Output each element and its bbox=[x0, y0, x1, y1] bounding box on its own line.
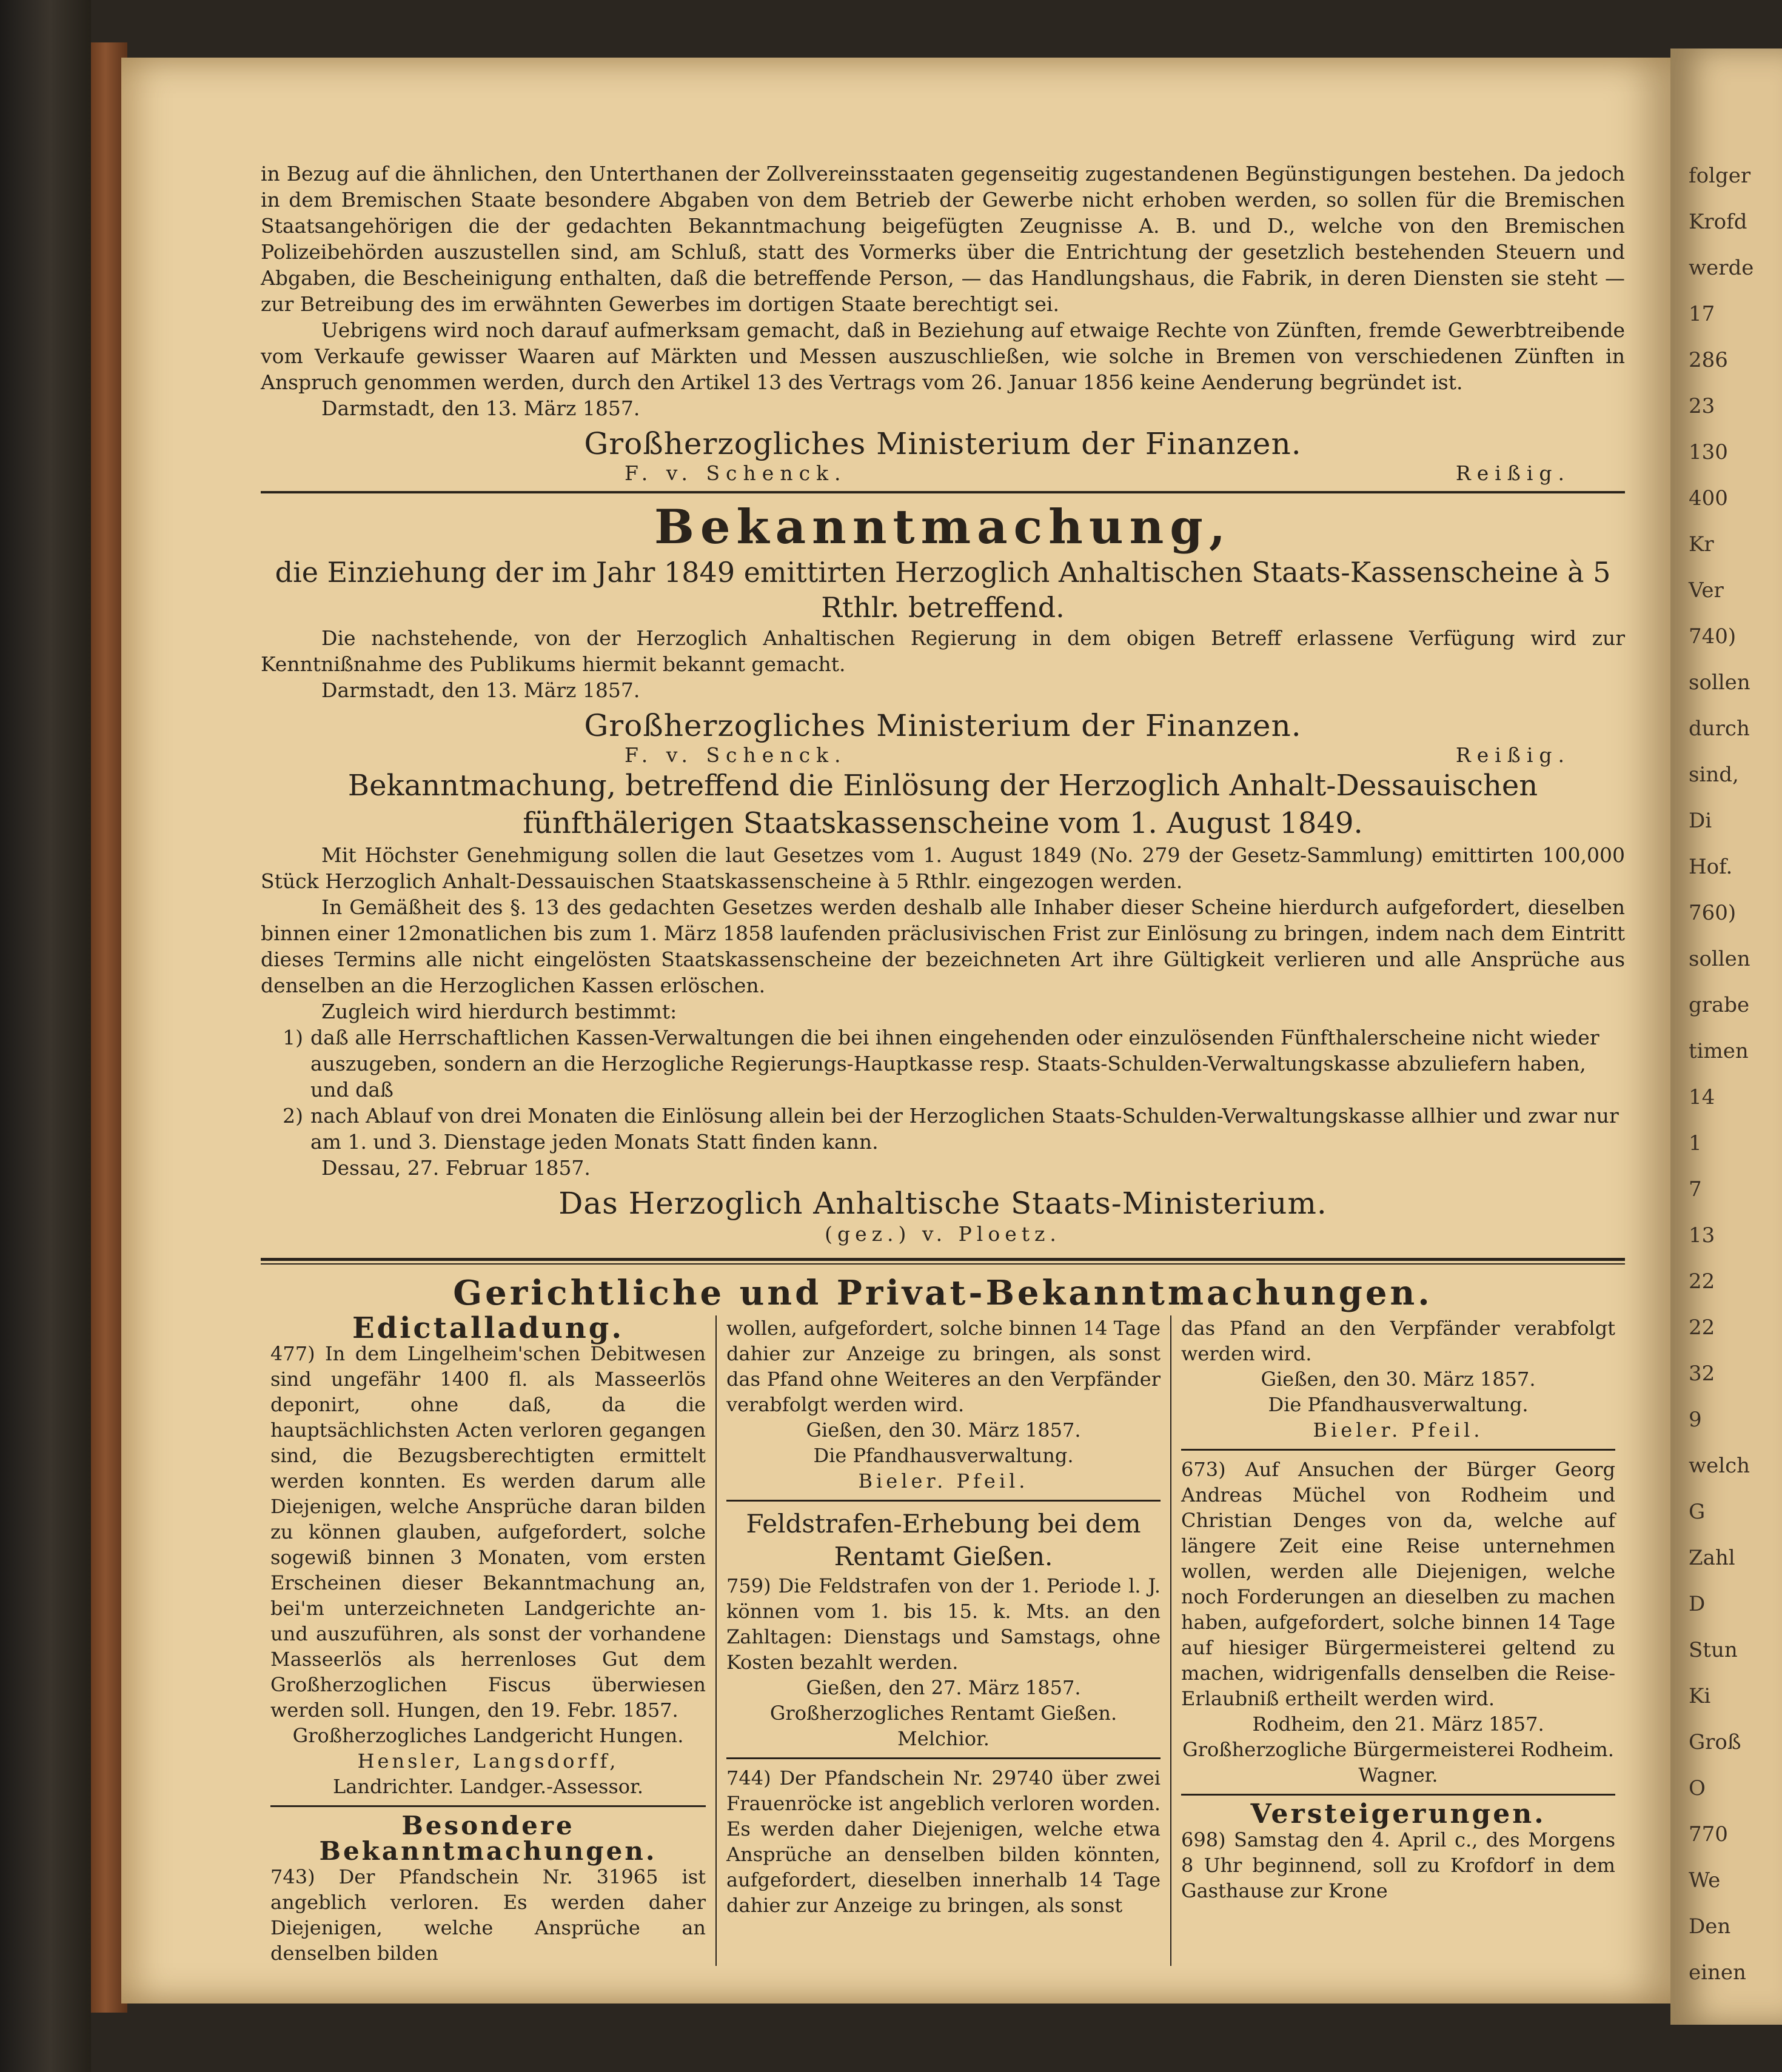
three-column-notices bbox=[261, 1311, 1625, 1966]
next-page-fragment: 286 bbox=[1689, 348, 1728, 372]
notice-text-2: 673) Auf Ansuchen der Bürger Georg Andreas Müchel von Rodheim und Christian Denges von da, welche auf längere Zeit eine Reise unternehmen wollen, werden alle Diejenigen, welche noch Forderungen an dieselben zu machen haben, aufgefordert, solche binnen 14 Tage auf hiesiger Bürgermeisterei geltend zu machen, widrigenfalls denselben die Reise-Erlaubniß ertheilt werden wird. bbox=[1181, 1458, 1615, 1710]
column-1 bbox=[261, 1311, 715, 1966]
notice-text: das Pfand an den Verpfänder verabfolgt werden wird. bbox=[1181, 1317, 1615, 1365]
column-title-3: Versteigerungen. bbox=[1250, 1799, 1546, 1830]
column-3 bbox=[1170, 1315, 1625, 1966]
next-page-fragment: 17 bbox=[1689, 302, 1715, 326]
notice-text: 477) In dem Lingelheim'schen Debitwesen sind ungefähr 1400 fl. als Masseerlös deponirt, ohne daß, da die hauptsächlichsten Acten verloren gegangen sind, die Bezugsberechtigten ermittelt werden konnten. Es werden darum alle Diejenigen, welche Ansprüche daran bilden zu können glauben, aufgefordert, solche sogewiß binnen 3 Monaten, vom ersten Erscheinen dieser Bekanntmachung an, bei'm unterzeichneten Landgerichte an- und auszuführen, als sonst der vorhandene Masseerlös als herrenloses Gut dem Großherzoglichen Fiscus überwiesen werden soll. Hungen, den 19. Febr. 1857. bbox=[270, 1342, 706, 1722]
column-divider-2 bbox=[1181, 1794, 1615, 1796]
list-item-2 bbox=[261, 1103, 1625, 1155]
next-page-fragment: 23 bbox=[1689, 394, 1715, 418]
notice-org: Die Pfandhausverwaltung. bbox=[1268, 1393, 1529, 1416]
signature-left-2: F. v. Schenck. bbox=[625, 743, 847, 767]
announcement-title: Bekanntmachung, bbox=[654, 500, 1231, 555]
announcement2-p1: Mit Höchster Genehmigung sollen die laut Gesetzes vom 1. August 1849 (No. 279 der Gesetz-Sammlung) emittirten 100,000 Stück Herzoglich Anhalt-Dessauischen Staatskassenscheine à 5 Rthlr. eingezogen werden. bbox=[261, 843, 1625, 893]
announcement-subtitle: die Einziehung der im Jahr 1849 emittirten Herzoglich Anhaltischen Staats-Kassenscheine à 5 Rthlr. betreffend. bbox=[275, 556, 1611, 624]
next-page-fragment: 32 bbox=[1689, 1362, 1715, 1386]
notice-text-2: 743) Der Pfandschein Nr. 31965 ist angeblich verloren. Es werden daher Diejenigen, welche Ansprüche an denselben bilden bbox=[270, 1865, 706, 1965]
next-page-fragment: einen bbox=[1689, 1960, 1746, 1985]
signature-left: F. v. Schenck. bbox=[625, 461, 847, 485]
book-binding bbox=[0, 0, 91, 2072]
next-page-fragment: 740) bbox=[1689, 624, 1737, 649]
column-divider bbox=[270, 1805, 706, 1807]
next-page-fragment: 7 bbox=[1689, 1177, 1702, 1201]
next-page-fragment: sollen bbox=[1689, 947, 1750, 971]
next-page-fragment: 22 bbox=[1689, 1269, 1715, 1294]
announcement2-date: Dessau, 27. Februar 1857. bbox=[321, 1156, 591, 1180]
next-page-fragment: 770 bbox=[1689, 1822, 1728, 1846]
next-page-fragment: folger bbox=[1689, 164, 1751, 188]
next-page-fragment: 22 bbox=[1689, 1315, 1715, 1340]
page-content bbox=[261, 161, 1625, 1966]
next-page-fragment: grabe bbox=[1689, 993, 1750, 1017]
next-page-fragment: 130 bbox=[1689, 440, 1728, 464]
notice-court: Großherzogliches Landgericht Hungen. bbox=[292, 1724, 684, 1747]
column-divider-2 bbox=[726, 1757, 1161, 1759]
notice-text-3: 698) Samstag den 4. April c., des Morgens 8 Uhr beginnend, soll zu Krofdorf in dem Gasthause zur Krone bbox=[1181, 1828, 1615, 1902]
announcement2-sign: (gez.) v. Ploetz. bbox=[825, 1222, 1061, 1246]
next-page-fragment: sollen bbox=[1689, 670, 1750, 695]
notice-sign-roles: Landrichter. Landger.-Assessor. bbox=[333, 1775, 643, 1798]
notice-text: wollen, aufgefordert, solche binnen 14 Tage dahier zur Anzeige zu bringen, als sonst das Pfand ohne Weiteres an den Verpfänder verabfolgt werden wird. bbox=[726, 1317, 1161, 1416]
list-text: daß alle Herrschaftlichen Kassen-Verwaltungen die bei ihnen eingehenden oder einzulösenden Fünfthalerscheine nicht wieder auszugeben, sondern an die Herzogliche Regierungs-Hauptkasse resp. Staats-Schulden-Verwaltungskasse abzuliefern haben, und daß bbox=[310, 1026, 1599, 1101]
section-divider bbox=[261, 1258, 1625, 1265]
column-title-2: Besondere Bekanntmachungen. bbox=[319, 1811, 657, 1866]
next-page-fragment: Hof. bbox=[1689, 855, 1733, 879]
next-page-fragment: Ki bbox=[1689, 1684, 1711, 1708]
signature-row-2 bbox=[625, 743, 1570, 767]
notice-date: Gießen, den 30. März 1857. bbox=[806, 1419, 1081, 1442]
signature-right-2: Reißig. bbox=[1455, 743, 1570, 767]
divider bbox=[261, 491, 1625, 493]
signature-row bbox=[625, 461, 1570, 485]
notice-sign: Bieler. Pfeil. bbox=[1313, 1419, 1484, 1442]
list-item-1 bbox=[261, 1024, 1625, 1103]
next-page-fragment: O bbox=[1689, 1776, 1706, 1800]
column-divider bbox=[726, 1500, 1161, 1502]
next-page-fragment: werde bbox=[1689, 256, 1754, 280]
next-page-fragment: G bbox=[1689, 1500, 1706, 1524]
next-page-fragment: timen bbox=[1689, 1039, 1749, 1063]
ministry-title-3: Das Herzoglich Anhaltische Staats-Ministerium. bbox=[558, 1186, 1327, 1221]
signature-right: Reißig. bbox=[1455, 461, 1570, 485]
list-number: 2) bbox=[283, 1104, 303, 1128]
next-page-fragment: durch bbox=[1689, 717, 1750, 741]
next-page-fragment: Krofd bbox=[1689, 210, 1747, 234]
notice-text-2: 759) Die Feldstrafen von der 1. Periode l. J. können vom 1. bis 15. k. Mts. an den Zahltagen: Dienstags und Samstags, ohne Kosten bezahlt werden. bbox=[726, 1574, 1161, 1674]
announcement2-title: Bekanntmachung, betreffend die Einlösung der Herzoglich Anhalt-Dessauischen fünfthälerigen Staatskassenscheine vom 1. August 1849. bbox=[347, 769, 1538, 840]
next-page-fragment: Kr bbox=[1689, 532, 1714, 556]
notice-date-2: Rodheim, den 21. März 1857. bbox=[1252, 1713, 1544, 1736]
list-text: nach Ablauf von drei Monaten die Einlösung allein bei der Herzoglichen Staats-Schulden-Verwaltungskasse allhier und zwar nur am 1. und 3. Dienstage jeden Monats Statt finden kann. bbox=[310, 1104, 1619, 1154]
next-page-fragment: 13 bbox=[1689, 1223, 1715, 1248]
notice-text-3: 744) Der Pfandschein Nr. 29740 über zwei Frauenröcke ist angeblich verloren worden. Es werden daher Diejenigen, welche etwa Ansprüche an denselben bilden könnten, aufgefordert, dieselben innerhalb 14 Tage dahier zur Anzeige zu bringen, als sonst bbox=[726, 1766, 1161, 1917]
notice-sign: Hensler, Langsdorff, bbox=[357, 1750, 619, 1773]
top-paragraph-1: in Bezug auf die ähnlichen, den Unterthanen der Zollvereinsstaaten gegenseitig zugestandenen Begünstigungen bestehen. Da jedoch in dem Bremischen Staate besondere Abgaben von dem Betrieb der Gewerbe nicht erhoben werden, so sollen für die Bremischen Staatsangehörigen die der gedachten Bekanntmachung beigefügten Zeugnisse A. B. und D., welche von den Bremischen Polizeibehörden auszustellen sind, am Schluß, statt des Vormerks über die Entrichtung der gesetzlich bestehenden Steuern und Abgaben, die Bescheinigung enthalten, daß die betreffende Person, — das Handlungshaus, die Fabrik, in deren Diensten sie steht — zur Betreibung des im erwähnten Gewerbes im dortigen Staate berechtigt sei. bbox=[261, 162, 1625, 316]
next-page-fragment: 400 bbox=[1689, 486, 1728, 510]
next-page-fragment: 1 bbox=[1689, 1131, 1702, 1155]
next-page-fragment: We bbox=[1689, 1868, 1721, 1893]
next-page-fragment: Den bbox=[1689, 1914, 1731, 1939]
next-page-fragment: Zahl bbox=[1689, 1546, 1735, 1570]
notice-date-2: Gießen, den 27. März 1857. bbox=[806, 1676, 1081, 1699]
section-title: Gerichtliche und Privat-Bekanntmachungen. bbox=[453, 1273, 1433, 1313]
next-page-fragment: D bbox=[1689, 1592, 1706, 1616]
next-page-fragment: sind, bbox=[1689, 763, 1739, 787]
next-page-fragment: Di bbox=[1689, 809, 1712, 833]
announcement2-p3: Zugleich wird hierdurch bestimmt: bbox=[321, 1000, 677, 1023]
notice-org-2: Großherzogliche Bürgermeisterei Rodheim. bbox=[1182, 1738, 1614, 1761]
next-page-fragment: 14 bbox=[1689, 1085, 1715, 1109]
next-page-fragment: welch bbox=[1689, 1454, 1750, 1478]
notice-org: Die Pfandhausverwaltung. bbox=[813, 1444, 1074, 1467]
next-page-fragment: Groß bbox=[1689, 1730, 1741, 1754]
announcement2-p2: In Gemäßheit des §. 13 des gedachten Gesetzes werden deshalb alle Inhaber dieser Scheine hierdurch aufgefordert, dieselben binnen einer 12monatlichen bis zum 1. März 1858 laufenden präclusivischen Frist zur Einlösung zu bringen, indem nach dem Eintritt dieses Termins alle nicht eingelösten Staatskassenscheine der bezeichneten Art ihre Gültigkeit verlieren und alle Ansprüche aus denselben an die Herzoglichen Kassen erlöschen. bbox=[261, 895, 1625, 997]
column-title: Feldstrafen-Erhebung bei dem Rentamt Gießen. bbox=[746, 1509, 1141, 1571]
announcement-date: Darmstadt, den 13. März 1857. bbox=[321, 678, 640, 702]
notice-sign-2: Melchior. bbox=[897, 1727, 990, 1750]
column-2 bbox=[715, 1315, 1170, 1966]
announcement-text: Die nachstehende, von der Herzoglich Anhaltischen Regierung in dem obigen Betreff erlassene Verfügung wird zur Kenntnißnahme des Publikums hiermit bekannt gemacht. bbox=[261, 626, 1625, 676]
notice-sign-2: Wagner. bbox=[1358, 1763, 1438, 1786]
notice-sign: Bieler. Pfeil. bbox=[858, 1469, 1029, 1492]
next-page-fragment: Stun bbox=[1689, 1638, 1738, 1662]
ministry-title-2: Großherzogliches Ministerium der Finanzen. bbox=[584, 708, 1302, 743]
column-divider bbox=[1181, 1449, 1615, 1451]
notice-date: Gießen, den 30. März 1857. bbox=[1261, 1368, 1536, 1391]
top-date: Darmstadt, den 13. März 1857. bbox=[321, 396, 640, 420]
list-number: 1) bbox=[283, 1026, 303, 1049]
next-page-fragment: 9 bbox=[1689, 1408, 1702, 1432]
column-title: Edictalladung. bbox=[352, 1311, 625, 1345]
notice-org-2: Großherzogliches Rentamt Gießen. bbox=[769, 1702, 1117, 1725]
next-page-fragment: Ver bbox=[1689, 578, 1724, 603]
right-page-fragment bbox=[1670, 48, 1782, 2025]
ministry-title: Großherzogliches Ministerium der Finanzen. bbox=[584, 426, 1302, 461]
next-page-fragment: 760) bbox=[1689, 901, 1737, 925]
top-paragraph-2: Uebrigens wird noch darauf aufmerksam gemacht, daß in Beziehung auf etwaige Rechte von Zünften, fremde Gewerbtreibende vom Verkaufe gewisser Waaren auf Märkten und Messen auszuschließen, wie solche in Bremen von verschiedenen Zünften in Anspruch genommen werden, durch den Artikel 13 des Vertrags vom 26. Januar 1856 keine Aenderung begründet ist. bbox=[261, 318, 1625, 394]
